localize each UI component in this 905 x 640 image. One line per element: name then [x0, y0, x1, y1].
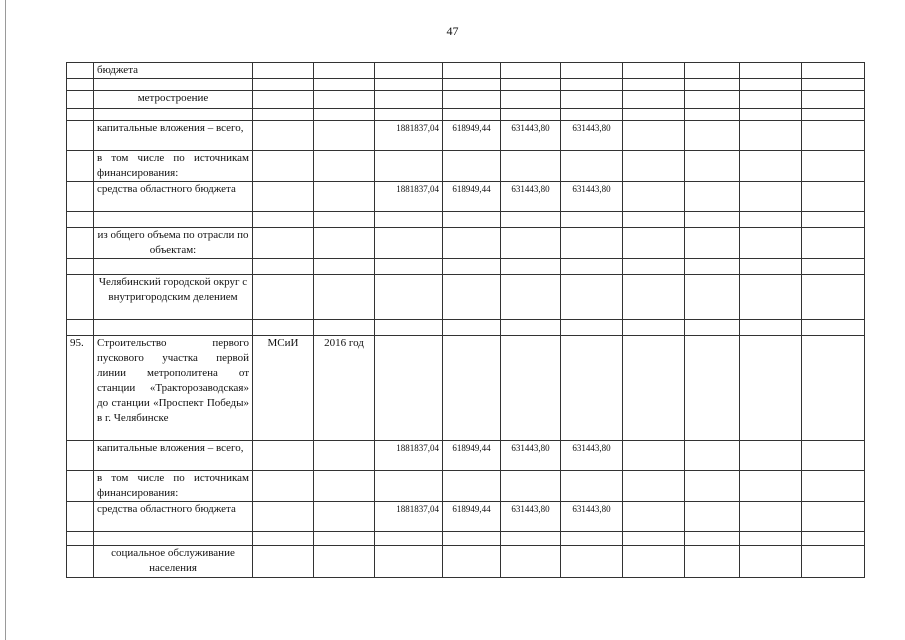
empty-value-cell — [740, 228, 802, 259]
table-row — [67, 441, 865, 471]
value-cell — [561, 212, 623, 228]
value-cell — [375, 259, 443, 275]
period-cell — [314, 151, 375, 182]
empty-value-cell — [802, 91, 865, 109]
period-cell — [314, 502, 375, 532]
executor-cell — [253, 546, 314, 578]
row-index-cell — [67, 320, 94, 336]
executor-cell — [253, 212, 314, 228]
empty-value-cell — [623, 441, 685, 471]
row-name-cell: социальное обслуживание населения — [94, 546, 253, 578]
row-name-cell — [94, 109, 253, 121]
row-index-cell — [67, 502, 94, 532]
row-index-cell — [67, 121, 94, 151]
value-cell — [501, 151, 561, 182]
value-cell — [443, 275, 501, 320]
value-cell — [375, 151, 443, 182]
period-cell — [314, 228, 375, 259]
value-cell — [561, 259, 623, 275]
value-cell — [561, 471, 623, 502]
empty-value-cell — [623, 471, 685, 502]
table-body — [67, 63, 865, 578]
row-name-cell: средства областного бюджета — [94, 502, 253, 532]
empty-value-cell — [623, 502, 685, 532]
empty-value-cell — [740, 532, 802, 546]
empty-value-cell — [623, 91, 685, 109]
row-name-cell: Челябинский городской округ с внутригородским делением — [94, 275, 253, 320]
row-name-cell: капитальные вложения – всего, — [94, 121, 253, 151]
value-cell — [375, 79, 443, 91]
executor-cell — [253, 182, 314, 212]
value-cell — [501, 532, 561, 546]
period-cell — [314, 182, 375, 212]
row-name-cell: в том числе по источникам финансирования: — [94, 471, 253, 502]
row-name-cell: из общего объема по отрасли по объектам: — [94, 228, 253, 259]
executor-cell — [253, 441, 314, 471]
executor-cell — [253, 109, 314, 121]
value-cell — [501, 109, 561, 121]
empty-value-cell — [623, 320, 685, 336]
executor-cell — [253, 91, 314, 109]
period-cell — [314, 320, 375, 336]
value-cell — [501, 79, 561, 91]
row-name-cell — [94, 212, 253, 228]
empty-value-cell — [623, 259, 685, 275]
empty-value-cell — [740, 182, 802, 212]
value-cell: 631443,80 — [501, 441, 561, 471]
row-index-cell — [67, 532, 94, 546]
value-cell — [501, 259, 561, 275]
empty-value-cell — [802, 275, 865, 320]
table-row — [67, 471, 865, 502]
empty-value-cell — [802, 109, 865, 121]
value-cell — [501, 471, 561, 502]
table-row — [67, 63, 865, 79]
empty-value-cell — [802, 63, 865, 79]
period-cell — [314, 441, 375, 471]
row-name-cell: бюджета — [94, 63, 253, 79]
value-cell — [561, 320, 623, 336]
empty-value-cell — [740, 336, 802, 441]
row-index-cell — [67, 471, 94, 502]
row-index-cell: 95. — [67, 336, 94, 441]
row-name-cell: капитальные вложения – всего, — [94, 441, 253, 471]
empty-value-cell — [685, 121, 740, 151]
value-cell: 1881837,04 — [375, 441, 443, 471]
value-cell: 618949,44 — [443, 502, 501, 532]
empty-value-cell — [740, 79, 802, 91]
value-cell — [443, 109, 501, 121]
value-cell — [561, 336, 623, 441]
row-index-cell — [67, 79, 94, 91]
empty-value-cell — [623, 121, 685, 151]
value-cell — [561, 63, 623, 79]
empty-value-cell — [740, 259, 802, 275]
table-row — [67, 79, 865, 91]
empty-value-cell — [623, 182, 685, 212]
row-index-cell — [67, 259, 94, 275]
executor-cell — [253, 228, 314, 259]
table-row — [67, 336, 865, 441]
empty-value-cell — [623, 275, 685, 320]
empty-value-cell — [740, 320, 802, 336]
period-cell — [314, 79, 375, 91]
row-index-cell — [67, 63, 94, 79]
value-cell — [375, 212, 443, 228]
value-cell — [443, 91, 501, 109]
value-cell — [501, 275, 561, 320]
value-cell — [375, 336, 443, 441]
value-cell: 1881837,04 — [375, 502, 443, 532]
value-cell — [561, 151, 623, 182]
empty-value-cell — [740, 121, 802, 151]
value-cell: 1881837,04 — [375, 121, 443, 151]
value-cell — [443, 79, 501, 91]
empty-value-cell — [740, 63, 802, 79]
value-cell — [375, 471, 443, 502]
row-name-cell — [94, 259, 253, 275]
row-index-cell — [67, 212, 94, 228]
empty-value-cell — [802, 228, 865, 259]
value-cell: 618949,44 — [443, 121, 501, 151]
page-number: 47 — [446, 24, 459, 38]
period-cell — [314, 259, 375, 275]
empty-value-cell — [623, 109, 685, 121]
empty-value-cell — [685, 320, 740, 336]
value-cell — [501, 212, 561, 228]
empty-value-cell — [685, 228, 740, 259]
table-row — [67, 121, 865, 151]
table-row — [67, 212, 865, 228]
empty-value-cell — [802, 546, 865, 578]
value-cell: 631443,80 — [561, 121, 623, 151]
empty-value-cell — [685, 275, 740, 320]
empty-value-cell — [740, 275, 802, 320]
value-cell — [443, 259, 501, 275]
period-cell: 2016 год — [314, 336, 375, 441]
empty-value-cell — [740, 471, 802, 502]
budget-table — [66, 62, 865, 578]
table-row — [67, 546, 865, 578]
executor-cell: МСиИ — [253, 336, 314, 441]
value-cell — [443, 336, 501, 441]
empty-value-cell — [685, 546, 740, 578]
table-row — [67, 275, 865, 320]
row-index-cell — [67, 275, 94, 320]
value-cell — [375, 63, 443, 79]
row-name-cell: в том числе по источникам финансирования: — [94, 151, 253, 182]
empty-value-cell — [685, 79, 740, 91]
empty-value-cell — [802, 212, 865, 228]
period-cell — [314, 275, 375, 320]
executor-cell — [253, 63, 314, 79]
value-cell — [501, 63, 561, 79]
executor-cell — [253, 275, 314, 320]
value-cell — [443, 228, 501, 259]
value-cell — [561, 532, 623, 546]
empty-value-cell — [623, 228, 685, 259]
empty-value-cell — [802, 336, 865, 441]
value-cell — [443, 532, 501, 546]
value-cell — [501, 336, 561, 441]
period-cell — [314, 63, 375, 79]
empty-value-cell — [623, 151, 685, 182]
empty-value-cell — [740, 109, 802, 121]
value-cell — [561, 79, 623, 91]
row-name-cell — [94, 532, 253, 546]
value-cell — [375, 532, 443, 546]
value-cell — [443, 320, 501, 336]
table-row — [67, 259, 865, 275]
period-cell — [314, 109, 375, 121]
empty-value-cell — [685, 109, 740, 121]
row-name-cell: Строительство первого пускового участка первой линии метрополитена от станции «Тракторозаводская» до станции «Проспект Победы» в г. Челябинске — [94, 336, 253, 441]
empty-value-cell — [802, 121, 865, 151]
empty-value-cell — [740, 546, 802, 578]
empty-value-cell — [685, 182, 740, 212]
empty-value-cell — [740, 151, 802, 182]
executor-cell — [253, 532, 314, 546]
row-index-cell — [67, 91, 94, 109]
value-cell — [443, 63, 501, 79]
value-cell: 618949,44 — [443, 441, 501, 471]
value-cell — [501, 320, 561, 336]
value-cell — [375, 320, 443, 336]
empty-value-cell — [685, 502, 740, 532]
value-cell — [561, 109, 623, 121]
value-cell: 631443,80 — [501, 182, 561, 212]
empty-value-cell — [685, 63, 740, 79]
empty-value-cell — [802, 151, 865, 182]
row-index-cell — [67, 441, 94, 471]
row-index-cell — [67, 546, 94, 578]
row-name-cell: средства областного бюджета — [94, 182, 253, 212]
value-cell — [501, 228, 561, 259]
value-cell — [375, 91, 443, 109]
row-index-cell — [67, 151, 94, 182]
empty-value-cell — [802, 259, 865, 275]
empty-value-cell — [740, 441, 802, 471]
empty-value-cell — [685, 471, 740, 502]
value-cell — [443, 546, 501, 578]
value-cell: 631443,80 — [561, 182, 623, 212]
empty-value-cell — [685, 532, 740, 546]
value-cell — [501, 546, 561, 578]
value-cell — [561, 91, 623, 109]
table-row — [67, 502, 865, 532]
value-cell — [443, 471, 501, 502]
value-cell — [375, 275, 443, 320]
value-cell — [375, 109, 443, 121]
value-cell: 631443,80 — [561, 502, 623, 532]
executor-cell — [253, 151, 314, 182]
empty-value-cell — [802, 441, 865, 471]
empty-value-cell — [802, 182, 865, 212]
value-cell — [561, 275, 623, 320]
period-cell — [314, 471, 375, 502]
table-row — [67, 151, 865, 182]
value-cell — [561, 546, 623, 578]
table-row — [67, 91, 865, 109]
table-row — [67, 109, 865, 121]
empty-value-cell — [685, 441, 740, 471]
empty-value-cell — [685, 336, 740, 441]
period-cell — [314, 91, 375, 109]
period-cell — [314, 532, 375, 546]
value-cell — [375, 228, 443, 259]
value-cell: 631443,80 — [501, 502, 561, 532]
row-name-cell: метростроение — [94, 91, 253, 109]
value-cell: 631443,80 — [561, 441, 623, 471]
value-cell: 631443,80 — [501, 121, 561, 151]
executor-cell — [253, 502, 314, 532]
row-index-cell — [67, 228, 94, 259]
empty-value-cell — [802, 471, 865, 502]
row-index-cell — [67, 182, 94, 212]
executor-cell — [253, 79, 314, 91]
empty-value-cell — [685, 212, 740, 228]
empty-value-cell — [623, 532, 685, 546]
empty-value-cell — [802, 502, 865, 532]
value-cell: 1881837,04 — [375, 182, 443, 212]
row-index-cell — [67, 109, 94, 121]
empty-value-cell — [685, 91, 740, 109]
value-cell — [443, 212, 501, 228]
executor-cell — [253, 471, 314, 502]
executor-cell — [253, 259, 314, 275]
scan-edge-line — [5, 0, 6, 640]
table-row — [67, 532, 865, 546]
table-row — [67, 320, 865, 336]
row-name-cell — [94, 320, 253, 336]
empty-value-cell — [623, 79, 685, 91]
empty-value-cell — [740, 212, 802, 228]
table-row — [67, 228, 865, 259]
period-cell — [314, 546, 375, 578]
empty-value-cell — [802, 320, 865, 336]
empty-value-cell — [802, 79, 865, 91]
empty-value-cell — [623, 546, 685, 578]
empty-value-cell — [623, 63, 685, 79]
value-cell — [443, 151, 501, 182]
value-cell: 618949,44 — [443, 182, 501, 212]
value-cell — [501, 91, 561, 109]
empty-value-cell — [802, 532, 865, 546]
period-cell — [314, 212, 375, 228]
row-name-cell — [94, 79, 253, 91]
empty-value-cell — [685, 259, 740, 275]
value-cell — [561, 228, 623, 259]
empty-value-cell — [623, 212, 685, 228]
empty-value-cell — [740, 502, 802, 532]
period-cell — [314, 121, 375, 151]
executor-cell — [253, 121, 314, 151]
empty-value-cell — [623, 336, 685, 441]
executor-cell — [253, 320, 314, 336]
empty-value-cell — [685, 151, 740, 182]
empty-value-cell — [740, 91, 802, 109]
table-row — [67, 182, 865, 212]
value-cell — [375, 546, 443, 578]
